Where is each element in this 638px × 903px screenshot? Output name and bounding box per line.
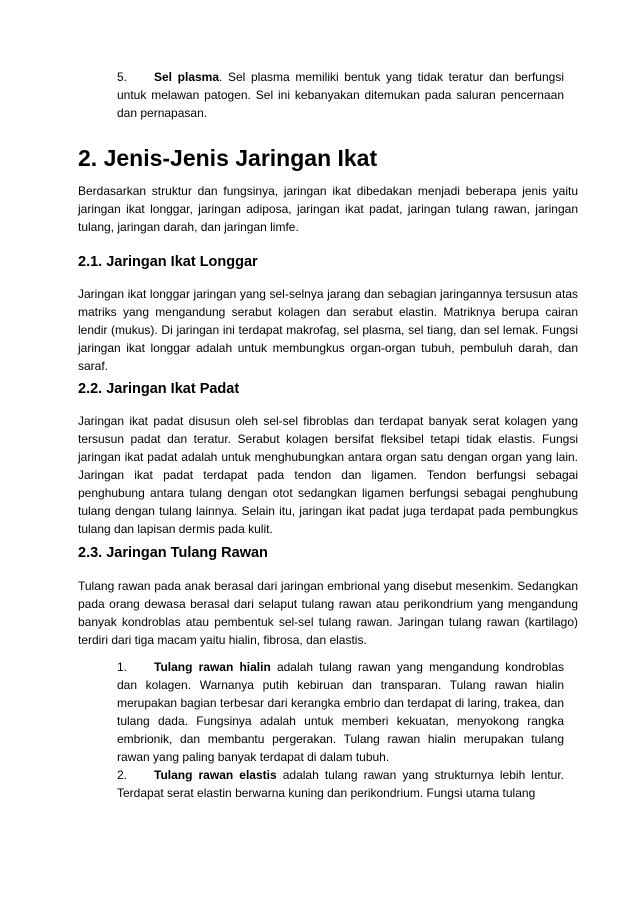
list-text: adalah tulang rawan yang strukturnya lebih lentur. Terdapat serat elastin berwarna kuning dan perikondrium. Fungsi utama tulang bbox=[117, 768, 565, 800]
section-intro-paragraph: Berdasarkan struktur dan fungsinya, jaringan ikat dibedakan menjadi beberapa jenis yaitu jaringan ikat longgar, jaringan adiposa, jaringan ikat padat, jaringan tulang rawan, jaringan tulang, jaringan darah, dan jaringan limfe. bbox=[78, 184, 578, 234]
list-number: 1. bbox=[117, 660, 128, 674]
list-term: Tulang rawan hialin bbox=[154, 660, 271, 674]
list-term: Tulang rawan elastis bbox=[154, 768, 277, 782]
list-text: adalah tulang rawan yang mengandung kondroblas dan kolagen. Warnanya putih kebiruan dan transparan. Tulang rawan hialin merupakan bagian terbesar dari kerangka embrio dan terdapat di laring, trakea, dan tulang dada. Fungsinya adalah untuk memberi kekuatan, menyokong rangka embrionik, dan membantu pergerakan. Tulang rawan hialin merupakan tulang rawan yang paling banyak terdapat di dalam tubuh. bbox=[117, 660, 564, 764]
section-heading: 2. Jenis-Jenis Jaringan Ikat bbox=[78, 145, 378, 171]
list-term: Sel plasma bbox=[154, 70, 220, 84]
subsection-heading-2-3: 2.3. Jaringan Tulang Rawan bbox=[78, 545, 268, 561]
list-item-tulang-rawan-elastis bbox=[117, 766, 564, 802]
subsection-paragraph-2-1: Jaringan ikat longgar jaringan yang sel-selnya jarang dan sebagian jaringannya tersusun atas matriks yang mengandung serabut kolagen dan serabut elastin. Matriknya berupa cairan lendir (mukus). Di jaringan ini terdapat makrofag, sel plasma, sel tiang, dan sel lemak. Fungsi jaringan ikat longgar adalah untuk membungkus organ-organ tubuh, pembuluh darah, dan saraf. bbox=[78, 287, 578, 373]
subsection-paragraph-2-2: Jaringan ikat padat disusun oleh sel-sel fibroblas dan terdapat banyak serat kolagen yang tersusun padat dan teratur. Serabut kolagen bersifat fleksibel tetapi tidak elastis. Fungsi jaringan ikat padat adalah untuk menghubungkan antara organ satu dengan organ yang lain. Jaringan ikat padat terdapat pada tendon dan ligamen. Tendon berfungsi sebagai penghubung antara tulang dengan otot sedangkan ligamen berfungsi sebagai penghubung tulang dengan tulang lainnya. Selain itu, jaringan ikat padat juga terdapat pada pembungkus tulang dan lapisan dermis pada kulit. bbox=[78, 414, 578, 536]
subsection-heading-2-1: 2.1. Jaringan Ikat Longgar bbox=[78, 254, 258, 270]
list-item-sel-plasma bbox=[117, 68, 564, 122]
list-item-tulang-rawan-hialin bbox=[117, 658, 564, 766]
list-number: 5. bbox=[117, 70, 128, 84]
list-text: . Sel plasma memiliki bentuk yang tidak teratur dan berfungsi untuk melawan patogen. Sel ini kebanyakan ditemukan pada saluran pencernaan dan pernapasan. bbox=[117, 70, 564, 120]
subsection-paragraph-2-3: Tulang rawan pada anak berasal dari jaringan embrional yang disebut mesenkim. Sedangkan pada orang dewasa berasal dari selaput tulang rawan atau perikondrium yang mengandung banyak kondroblas atau pembentuk sel-sel tulang rawan. Jaringan tulang rawan (kartilago) terdiri dari tiga macam yaitu hialin, fibrosa, dan elastis. bbox=[78, 579, 578, 647]
subsection-heading-2-2: 2.2. Jaringan Ikat Padat bbox=[78, 381, 240, 397]
list-number: 2. bbox=[117, 768, 128, 782]
